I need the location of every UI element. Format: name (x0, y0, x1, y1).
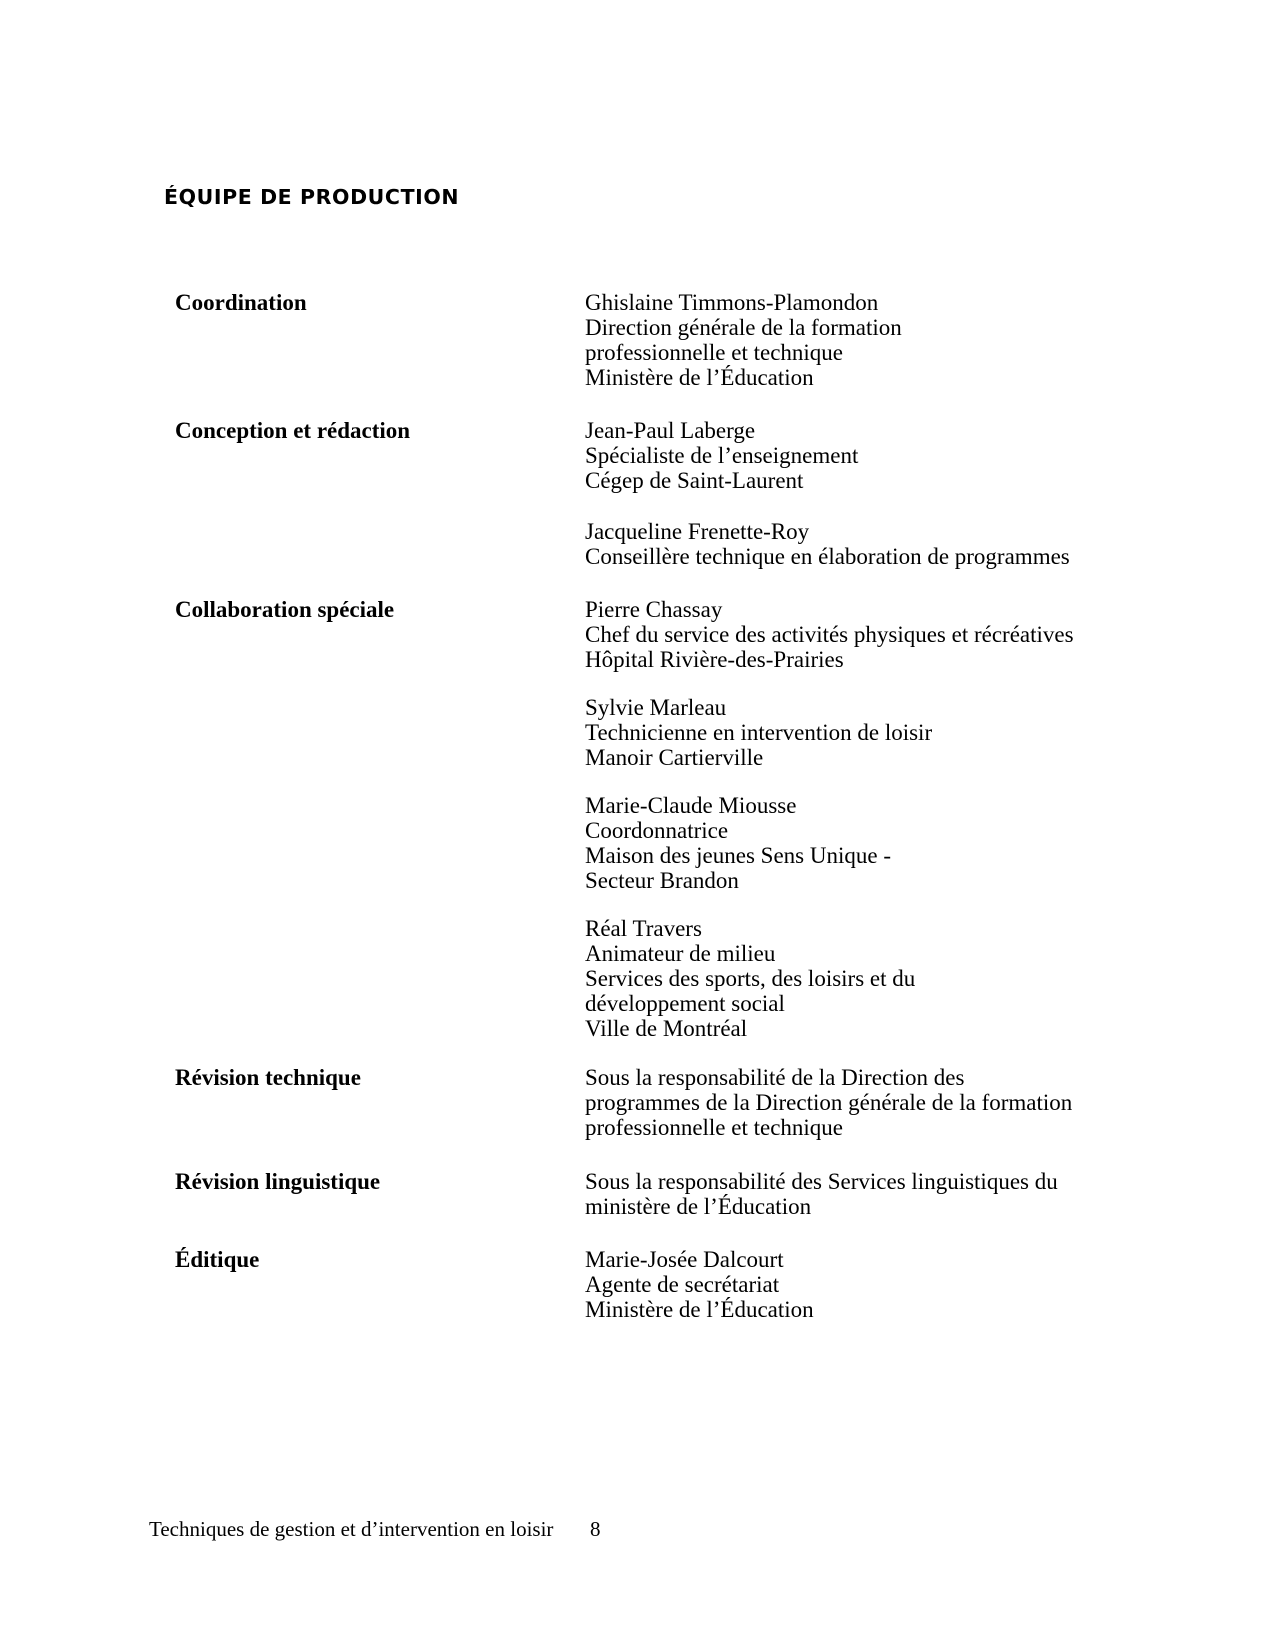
credit-line: Manoir Cartierville (585, 745, 764, 770)
credit-line: développement social (585, 991, 785, 1016)
credit-line: Services des sports, des loisirs et du (585, 966, 916, 991)
credit-line: Ministère de l’Éducation (585, 365, 814, 390)
section-label-editique: Éditique (175, 1247, 260, 1272)
credit-name: Ghislaine Timmons-Plamondon (585, 290, 879, 315)
credit-line: Technicienne en intervention de loisir (585, 720, 933, 745)
credit-entry (585, 916, 1105, 1041)
credit-line: programmes de la Direction générale de la formation (585, 1090, 1073, 1115)
credit-line: Sous la responsabilité de la Direction des (585, 1065, 965, 1090)
credit-entry (585, 597, 1105, 672)
credit-line: Conseillère technique en élaboration de programmes (585, 544, 1070, 569)
section-label-coordination: Coordination (175, 290, 307, 315)
credit-entry (585, 1065, 1105, 1140)
credit-entry (585, 695, 1105, 770)
credit-entry (585, 290, 1105, 390)
credit-name: Sylvie Marleau (585, 695, 727, 720)
credit-line: Direction générale de la formation (585, 315, 902, 340)
credit-line: Maison des jeunes Sens Unique - (585, 843, 891, 868)
credit-line: Secteur Brandon (585, 868, 739, 893)
credit-entry (585, 793, 1105, 893)
credit-line: Hôpital Rivière-des-Prairies (585, 647, 844, 672)
section-label-revision-linguistique: Révision linguistique (175, 1169, 381, 1194)
credit-line: Cégep de Saint-Laurent (585, 468, 804, 493)
section-label-conception: Conception et rédaction (175, 418, 411, 443)
section-label-collaboration: Collaboration spéciale (175, 597, 395, 622)
credit-entry (585, 1169, 1105, 1219)
credit-line: Coordonnatrice (585, 818, 729, 843)
credit-line: Ville de Montréal (585, 1016, 748, 1041)
credit-entry (585, 418, 1105, 493)
page-title: ÉQUIPE DE PRODUCTION (164, 185, 460, 209)
credit-name: Jacqueline Frenette-Roy (585, 519, 810, 544)
credit-line: professionnelle et technique (585, 1115, 844, 1140)
page-number: 8 (590, 1517, 601, 1541)
credit-entry (585, 1247, 1105, 1322)
credit-line: Agente de secrétariat (585, 1272, 780, 1297)
credit-line: Animateur de milieu (585, 941, 776, 966)
footer-document-title: Techniques de gestion et d’intervention en loisir (149, 1517, 554, 1541)
credit-name: Pierre Chassay (585, 597, 723, 622)
credit-name: Marie-Josée Dalcourt (585, 1247, 784, 1272)
credit-name: Marie-Claude Miousse (585, 793, 797, 818)
credit-line: ministère de l’Éducation (585, 1194, 812, 1219)
credit-line: Chef du service des activités physiques et récréatives (585, 622, 1074, 647)
credit-name: Réal Travers (585, 916, 702, 941)
credit-line: Spécialiste de l’enseignement (585, 443, 859, 468)
credit-entry (585, 519, 1105, 569)
credit-line: Sous la responsabilité des Services linguistiques du (585, 1169, 1058, 1194)
credit-line: professionnelle et technique (585, 340, 844, 365)
credit-line: Ministère de l’Éducation (585, 1297, 814, 1322)
credit-name: Jean-Paul Laberge (585, 418, 756, 443)
section-label-revision-technique: Révision technique (175, 1065, 361, 1090)
